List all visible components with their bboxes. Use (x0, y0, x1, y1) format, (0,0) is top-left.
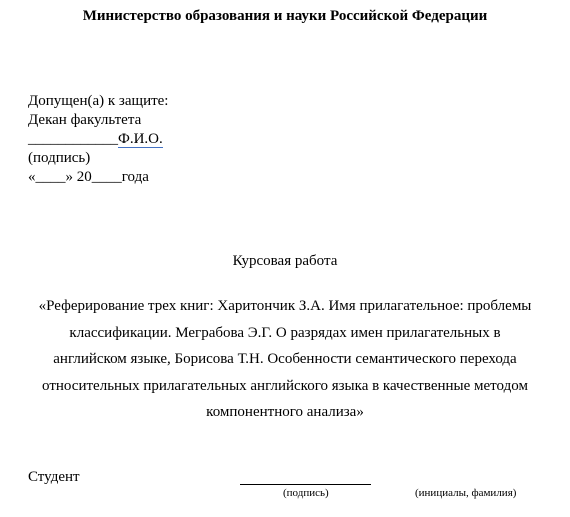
title-line: английском языке, Борисова Т.Н. Особенности семантического перехода (53, 351, 517, 368)
student-signature-line[interactable] (240, 484, 371, 485)
dean-label: Декан факультета (28, 112, 142, 128)
work-title (22, 293, 548, 426)
ministry-heading: Министерство образования и науки Российской Федерации (82, 8, 488, 24)
approval-block (28, 92, 168, 187)
initials-caption: (инициалы, фамилия) (415, 487, 517, 499)
dean-fio-field[interactable] (118, 132, 163, 148)
work-type: Курсовая работа (232, 253, 338, 269)
admitted-label: Допущен(а) к защите: (28, 93, 169, 109)
title-line: «Реферирование трех книг: Харитончик З.А. Имя прилагательное: проблемы (38, 298, 532, 314)
signature-blank: ____________ (28, 131, 118, 147)
fio-text: Ф.И.О. (118, 131, 163, 147)
title-line: относительных прилагательных английского языка в качественные методом (42, 377, 528, 394)
date-line: «____» 20____года (28, 169, 149, 185)
student-label: Студент (28, 469, 80, 485)
title-line: компонентного анализа» (206, 404, 364, 421)
signature-hint: (подпись) (28, 150, 91, 166)
dean-signature-row (28, 130, 168, 149)
title-line: классификации. Меграбова Э.Г. О разрядах имен прилагательных в (69, 324, 501, 341)
signature-caption: (подпись) (283, 487, 329, 499)
